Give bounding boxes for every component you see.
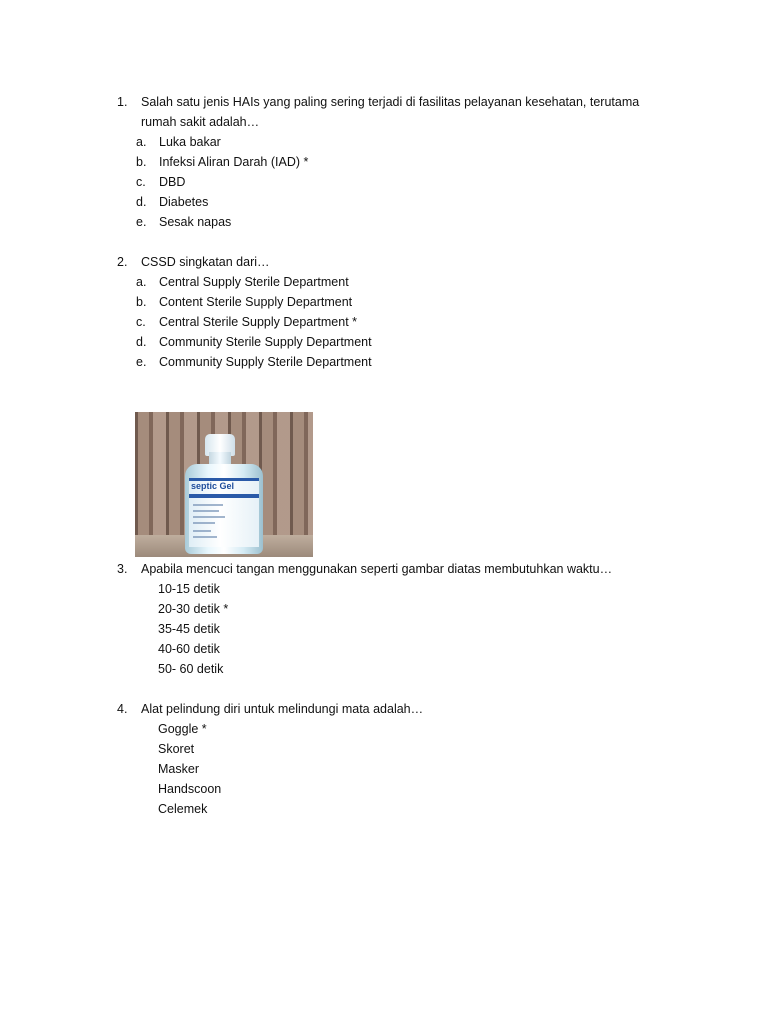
option-item — [117, 639, 657, 659]
option-item — [117, 779, 657, 799]
option-item — [117, 759, 657, 779]
option-text: Luka bakar — [159, 135, 221, 149]
option-text: Community Sterile Supply Department — [159, 335, 372, 349]
option-text: 10-15 detik — [158, 582, 220, 596]
question-number: 3. — [117, 562, 128, 576]
option-text: 20-30 detik * — [158, 602, 229, 616]
option-item — [117, 132, 657, 152]
option-label: c. — [136, 175, 146, 189]
option-label: a. — [136, 135, 147, 149]
label-fine-print — [193, 536, 217, 538]
option-label: a. — [136, 275, 147, 289]
option-text: Handscoon — [158, 782, 222, 796]
question-3 — [117, 559, 657, 679]
option-item — [117, 719, 657, 739]
label-fine-print — [193, 504, 223, 506]
option-label: e. — [136, 215, 147, 229]
question-text: Apabila mencuci tangan menggunakan seperti gambar diatas membutuhkan waktu… — [141, 562, 613, 576]
option-item — [117, 332, 657, 352]
option-text: Goggle * — [158, 722, 207, 736]
question-number: 2. — [117, 255, 128, 269]
option-item — [117, 659, 657, 679]
option-text: Sesak napas — [159, 215, 232, 229]
option-item — [117, 579, 657, 599]
option-text: 50- 60 detik — [158, 662, 224, 676]
option-label: b. — [136, 155, 147, 169]
question-text: Alat pelindung diri untuk melindungi mata adalah… — [141, 702, 424, 716]
option-item — [117, 192, 657, 212]
gel-bottle — [185, 434, 263, 554]
option-item — [117, 152, 657, 172]
label-fine-print — [193, 510, 219, 512]
label-fine-print — [193, 530, 211, 532]
option-item — [117, 172, 657, 192]
question-1 — [117, 92, 657, 232]
option-label: d. — [136, 335, 147, 349]
option-text: 35-45 detik — [158, 622, 220, 636]
option-text: Infeksi Aliran Darah (IAD) * — [159, 155, 309, 169]
option-label: b. — [136, 295, 147, 309]
label-fine-print — [193, 522, 215, 524]
option-text: Community Supply Sterile Department — [159, 355, 372, 369]
option-item — [117, 352, 657, 372]
option-label: d. — [136, 195, 147, 209]
option-text: Content Sterile Supply Department — [159, 295, 353, 309]
question-number: 4. — [117, 702, 128, 716]
option-item — [117, 739, 657, 759]
bottle-brand-text: septic Gel — [191, 481, 235, 491]
question-2 — [117, 252, 657, 372]
option-item — [117, 599, 657, 619]
option-item — [117, 212, 657, 232]
label-stripe — [189, 494, 259, 498]
option-text: 40-60 detik — [158, 642, 220, 656]
option-item — [117, 312, 657, 332]
option-list — [117, 719, 657, 819]
question-4 — [117, 699, 657, 819]
option-text: Celemek — [158, 802, 208, 816]
option-text: DBD — [159, 175, 186, 189]
option-text: Skoret — [158, 742, 195, 756]
option-item — [117, 799, 657, 819]
option-label: e. — [136, 355, 147, 369]
option-item — [117, 292, 657, 312]
option-item — [117, 272, 657, 292]
option-list — [117, 579, 657, 679]
option-text: Diabetes — [159, 195, 209, 209]
option-text: Masker — [158, 762, 199, 776]
question-text: CSSD singkatan dari… — [141, 255, 270, 269]
option-list — [117, 132, 657, 232]
option-text: Central Sterile Supply Department * — [159, 315, 358, 329]
label-fine-print — [193, 516, 225, 518]
question-number: 1. — [117, 95, 128, 109]
question-text: Salah satu jenis HAIs yang paling sering terjadi di fasilitas pelayanan kesehatan, terutama rumah sakit adalah… — [141, 95, 640, 129]
option-label: c. — [136, 315, 146, 329]
option-text: Central Supply Sterile Department — [159, 275, 349, 289]
antiseptic-gel-photo — [135, 412, 313, 557]
option-item — [117, 619, 657, 639]
option-list — [117, 272, 657, 372]
